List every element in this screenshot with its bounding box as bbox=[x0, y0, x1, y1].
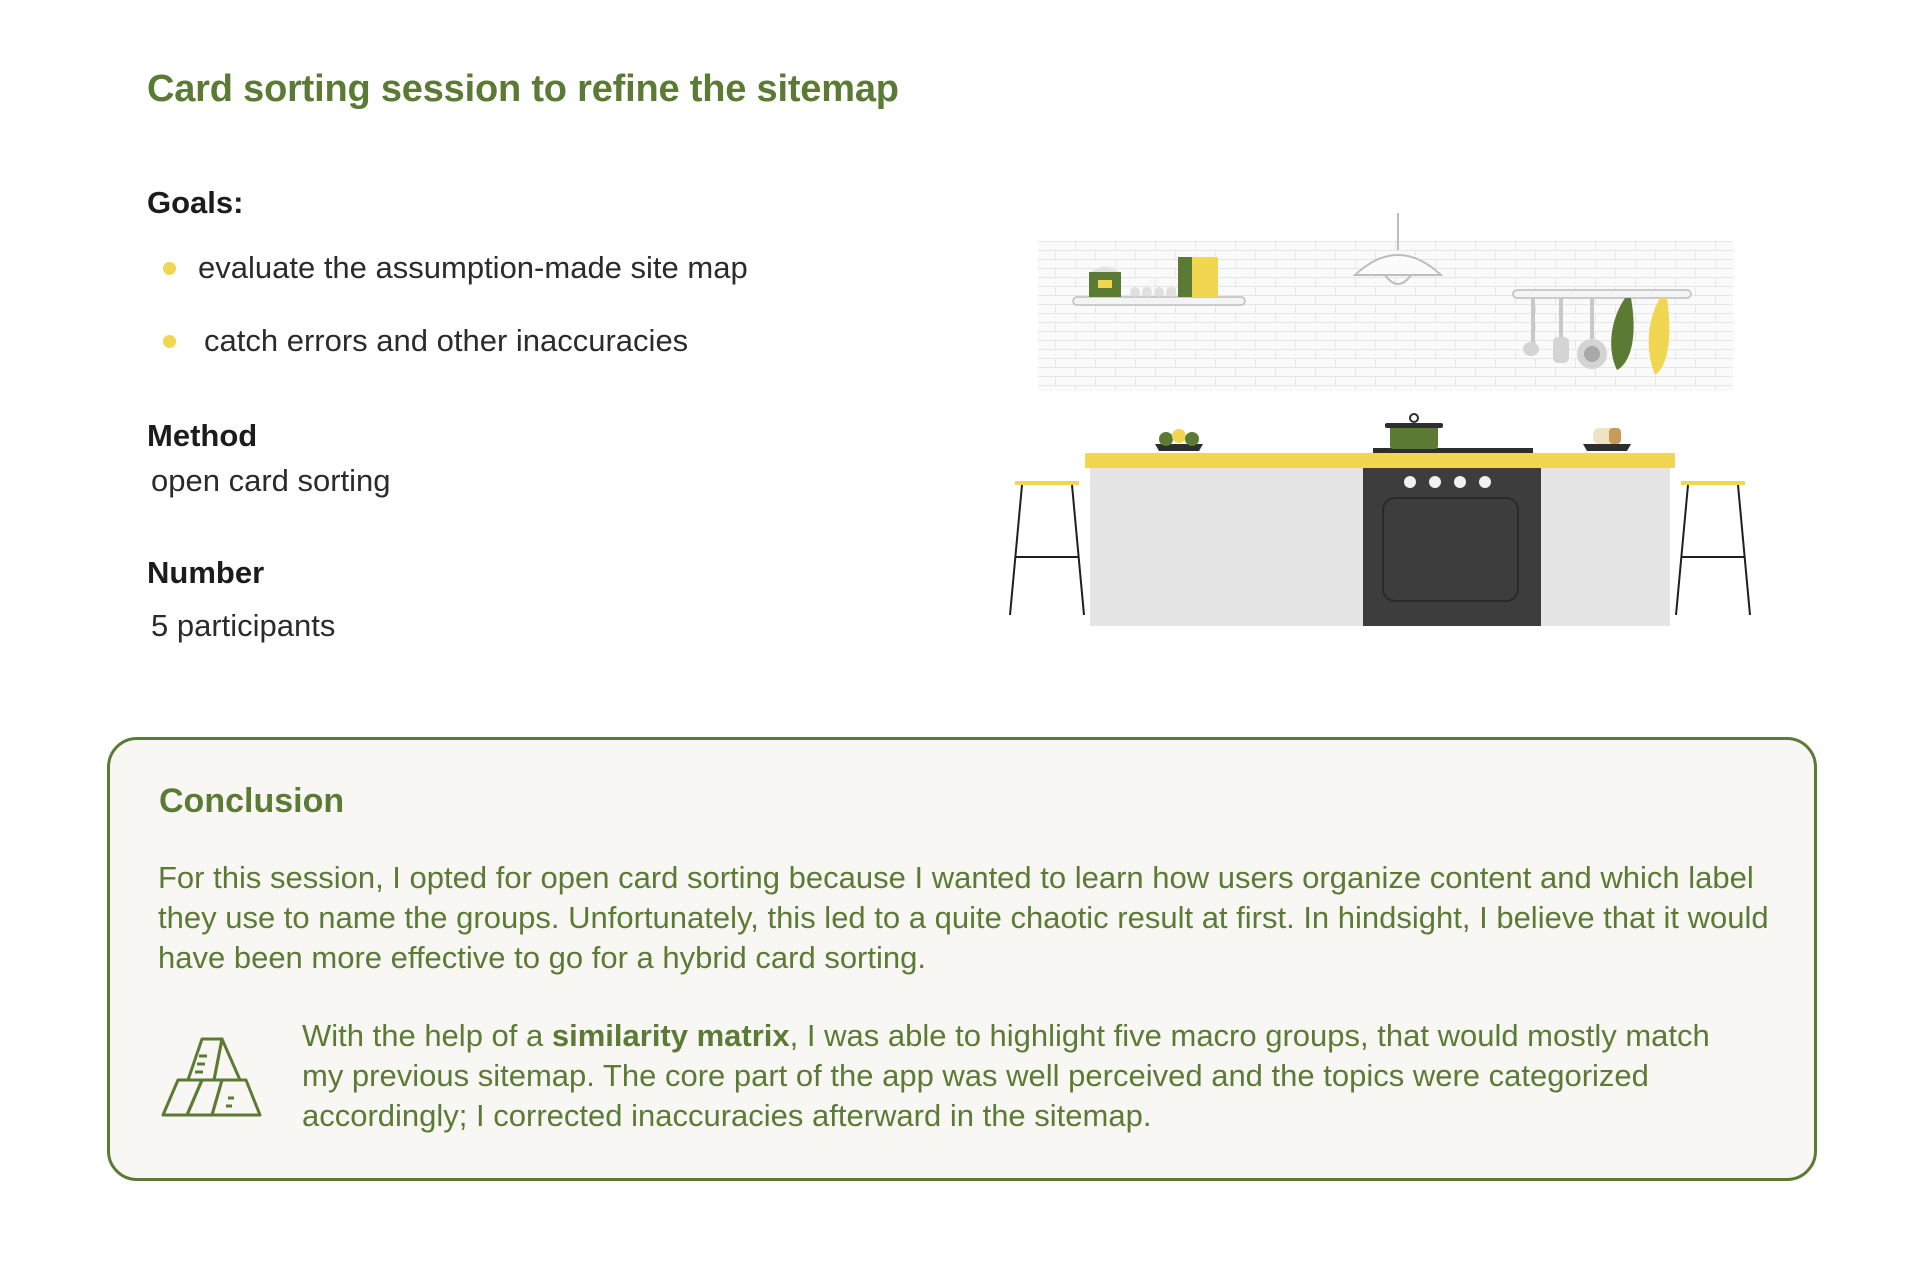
method-heading: Method bbox=[147, 418, 258, 453]
goal-item bbox=[163, 250, 748, 286]
oven-icon bbox=[1363, 468, 1541, 626]
conclusion-paragraph: For this session, I opted for open card sorting because I wanted to learn how users organize content and which label they use to name the groups. Unfortunately, this led to a quite chaotic result at first. In hindsight, I believe that it would have been more effective to go for a hybrid card sorting. bbox=[158, 860, 1769, 975]
similarity-matrix-highlight: similarity matrix bbox=[551, 1018, 790, 1053]
fruit-bowl-icon bbox=[1155, 444, 1203, 451]
bullet-icon bbox=[163, 335, 176, 348]
conclusion-paragraph bbox=[302, 1016, 1732, 1136]
conclusion-text: , I was able to highlight five macro groups, that would mostly match my previous sitemap. The core part of the app was well perceived and the topics were categorized accordingly; I corrected inaccuracies afterward in the sitemap. bbox=[302, 1018, 1710, 1133]
conclusion-text: With the help of a bbox=[302, 1018, 552, 1053]
book-icon bbox=[1178, 257, 1194, 297]
book-icon bbox=[1192, 257, 1218, 297]
conclusion-title: Conclusion bbox=[159, 782, 345, 820]
spoon-icon bbox=[1523, 342, 1539, 356]
conclusion-box bbox=[107, 737, 1817, 1181]
pot-icon bbox=[1390, 425, 1438, 449]
card-pyramid-icon bbox=[160, 1036, 264, 1118]
shelf bbox=[1073, 297, 1245, 305]
goal-item bbox=[163, 323, 688, 359]
utensil-rail bbox=[1513, 290, 1691, 298]
stool-right bbox=[1681, 481, 1745, 485]
number-value: 5 participants bbox=[151, 608, 336, 643]
plate-icon bbox=[1583, 444, 1631, 451]
goal-item-label: evaluate the assumption-made site map bbox=[198, 250, 748, 285]
countertop bbox=[1085, 453, 1675, 468]
method-value: open card sorting bbox=[151, 463, 391, 498]
bullet-icon bbox=[163, 262, 176, 275]
page-title: Card sorting session to refine the sitemap bbox=[147, 68, 899, 110]
goals-heading: Goals: bbox=[147, 185, 244, 220]
number-heading: Number bbox=[147, 555, 265, 590]
kitchen-illustration bbox=[995, 205, 1755, 635]
stool-left bbox=[1015, 481, 1079, 485]
goal-item-label: catch errors and other inaccuracies bbox=[204, 323, 689, 358]
spatula-icon bbox=[1553, 337, 1569, 363]
